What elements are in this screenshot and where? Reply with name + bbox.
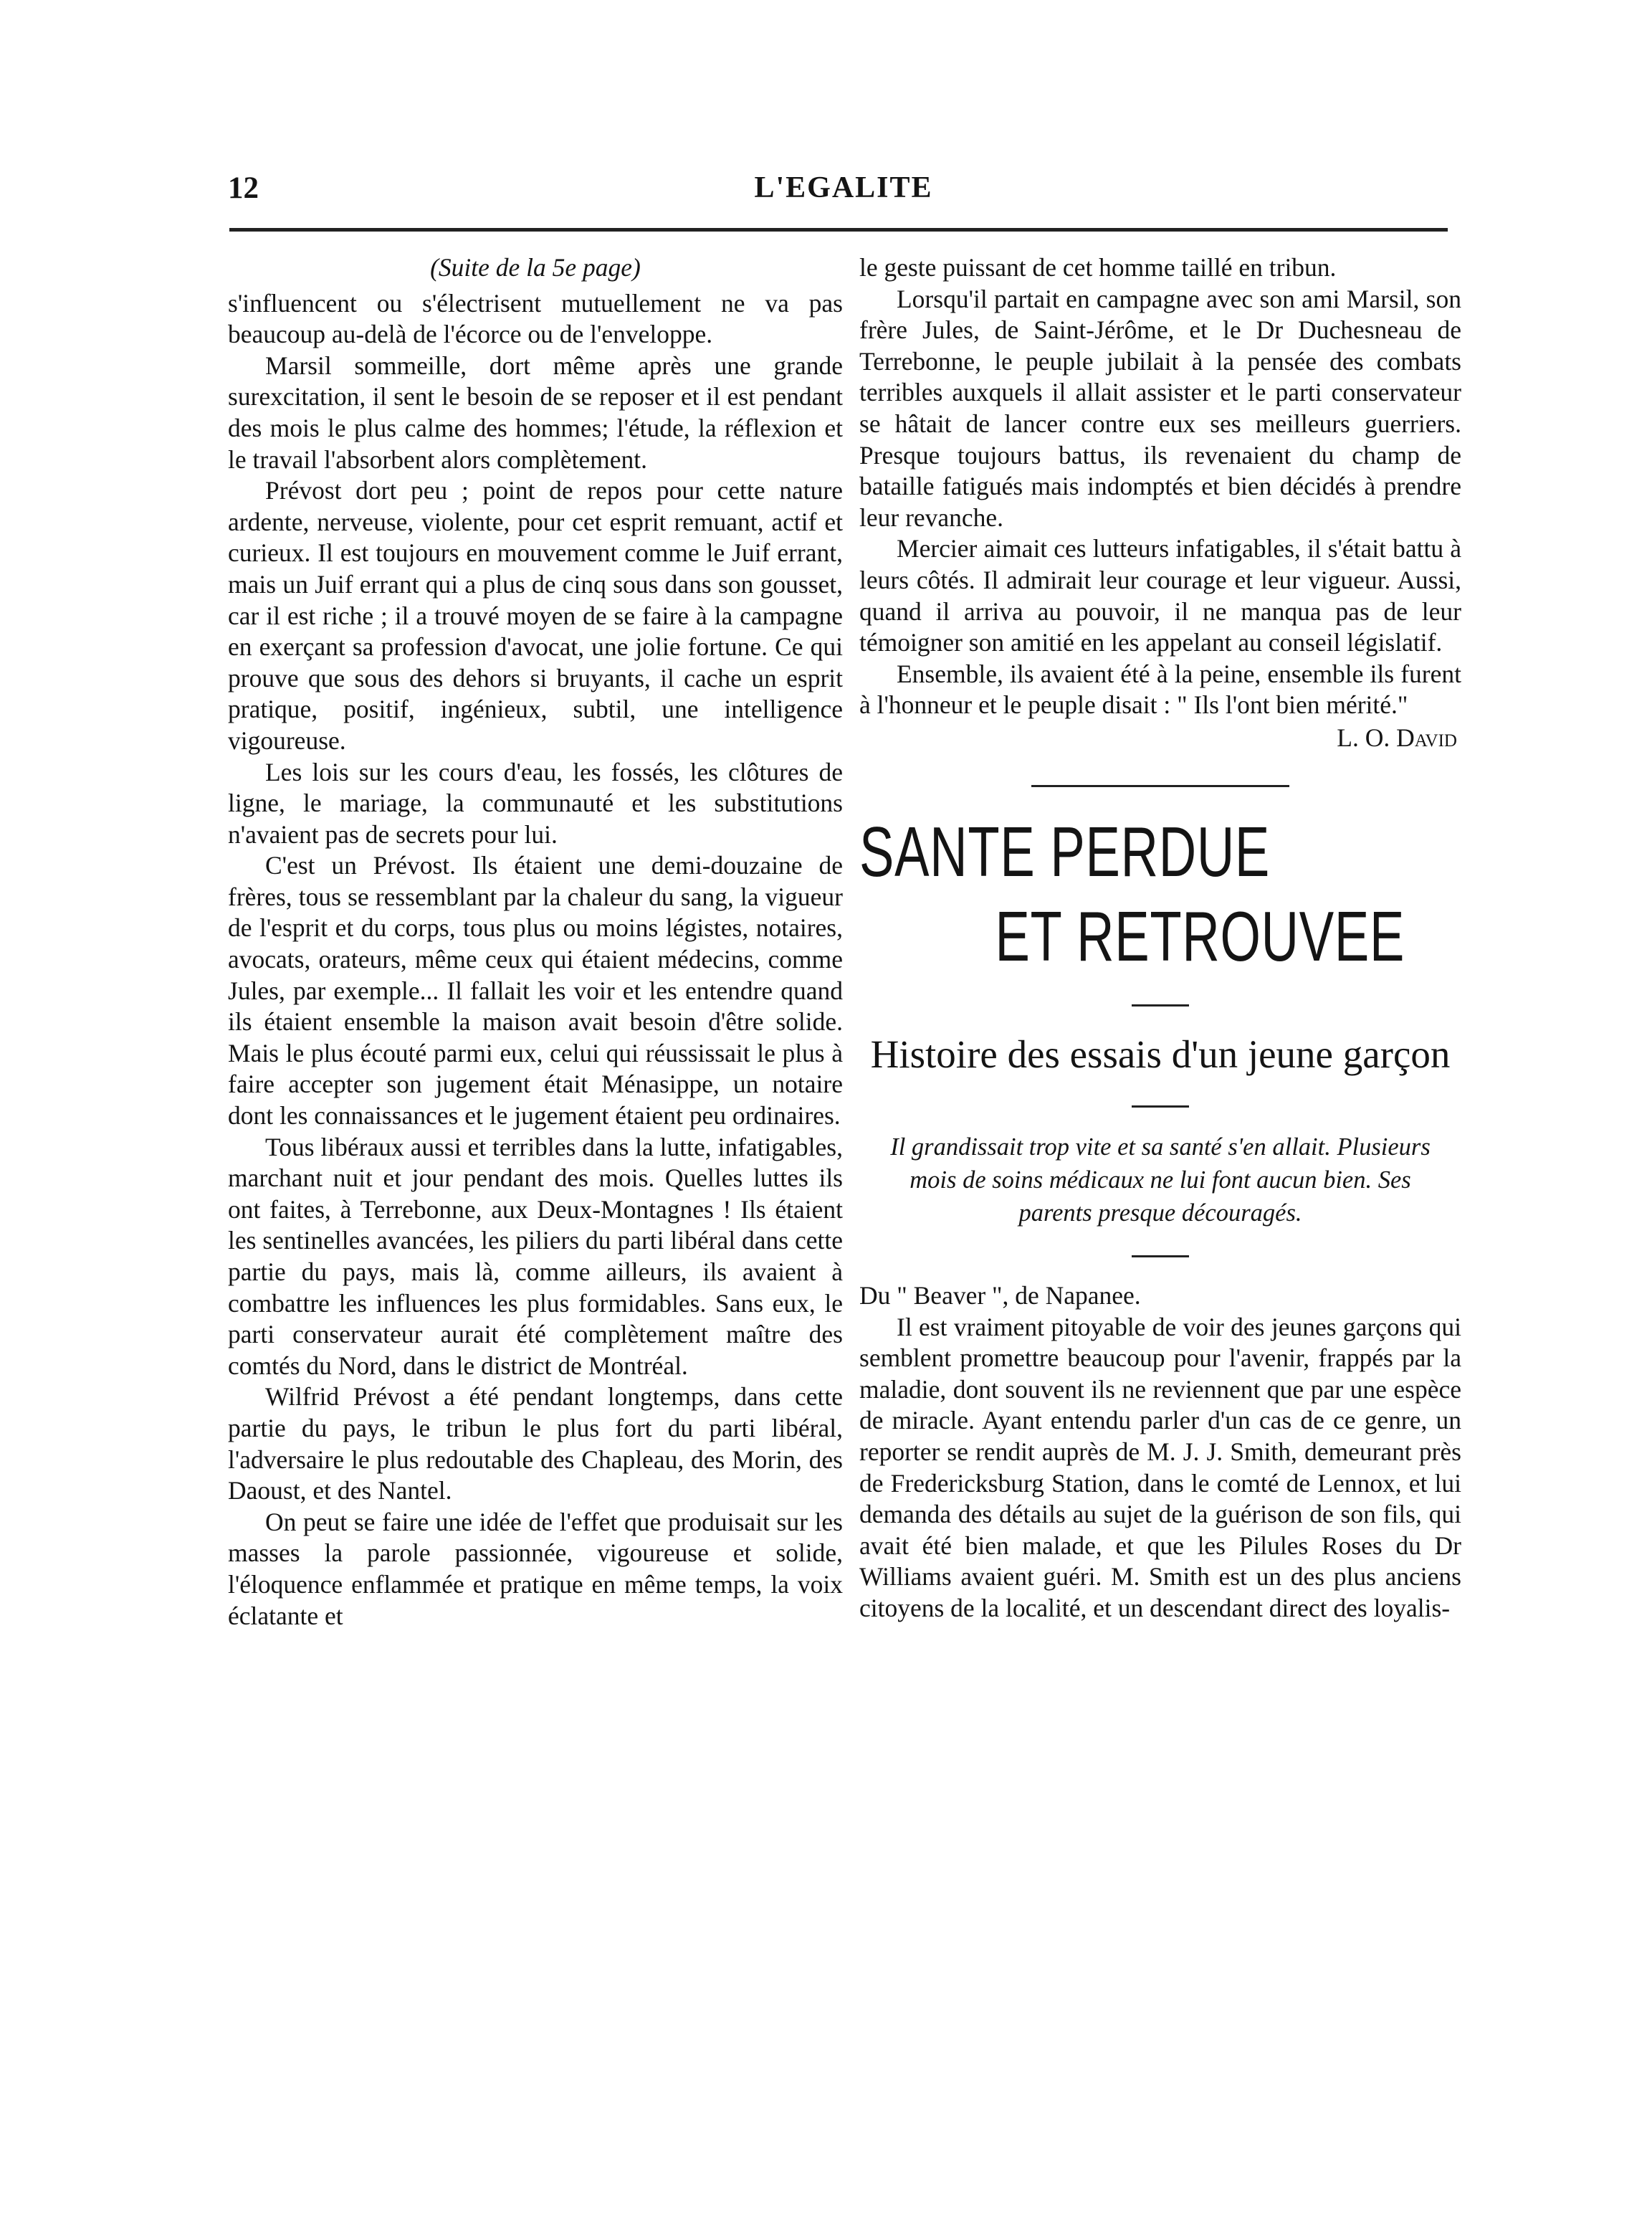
right-column — [859, 252, 1461, 1624]
paragraph: Wilfrid Prévost a été pendant longtemps, dans cette partie du pays, le tribun le plus fort du parti libéral, l'adversaire le plus redoutable des Chapleau, des Morin, des Daoust, et des Nantel. — [228, 1382, 843, 1505]
journal-title: L'EGALITE — [754, 171, 933, 204]
short-divider — [1132, 1105, 1189, 1108]
paragraph: le geste puissant de cet homme taillé en tribun. — [859, 253, 1337, 282]
author-signature: L. O. David — [1337, 723, 1457, 752]
paragraph: Lorsqu'il partait en campagne avec son ami Marsil, son frère Jules, de Saint-Jérôme, et le Dr Duchesneau de Terrebonne, le peuple jubilait à la pensée des combats terribles auxquels il allait assister et le parti conservateur se hâtait de lancer contre eux ses meilleurs guerriers. Presque toujours battus, ils revenaient du champ de bataille fatigués mais indomptés et bien décidés à prendre leur revanche. — [859, 284, 1461, 532]
page-header — [228, 171, 1459, 214]
short-divider — [1132, 1004, 1189, 1006]
paragraph: Il est vraiment pitoyable de voir des jeunes garçons qui semblent promettre beaucoup pour l'avenir, frappés par la maladie, dont souvent ils ne reviennent que par une espèce de miracle. Ayant entendu parler d'un cas de ce genre, un reporter se rendit auprès de M. J. J. Smith, demeurant près de Fredericksburg Station, dans le comté de Lennox, et lui demanda des détails au sujet de la guérison de son fils, qui avait été bien malade, et que les Pilules Roses du Dr Williams avaient guéri. M. Smith est un des plus anciens citoyens de la localité, et un descendant direct des loyalis- — [859, 1312, 1461, 1623]
article-deck: Il grandissait trop vite et sa santé s'en allait. Plusieurs mois de soins médicaux ne lui font aucun bien. Ses parents presque découragés. — [890, 1133, 1431, 1227]
paragraph: Tous libéraux aussi et terribles dans la lutte, infatigables, marchant nuit et jour pendant des mois. Quelles luttes ils ont faites, à Terrebonne, aux Deux-Montagnes ! Ils étaient les sentinelles avancées, les piliers du parti libéral dans cette partie du pays, mais là, comme ailleurs, ils avaient à combattre les influences les plus formidables. Sans eux, le parti conservateur aurait été complètement maître des comtés du Nord, dans le district de Montréal. — [228, 1132, 843, 1380]
paragraph: On peut se faire une idée de l'effet que produisait sur les masses la parole passionnée, vigoureuse et solide, l'éloquence enflammée et pratique en même temps, la voix éclatante et — [228, 1507, 843, 1630]
paragraph: Prévost dort peu ; point de repos pour cette nature ardente, nerveuse, violente, pour cet esprit remuant, actif et curieux. Il est toujours en mouvement comme le Juif errant, mais un Juif errant qui a plus de cinq sous dans son gousset, car il est riche ; il a trouvé moyen de se faire à la campagne en exerçant sa profession d'avocat, une jolie fortune. Ce qui prouve que sous des dehors si bruyants, il cache un esprit pratique, positif, ingénieux, subtil, une intelligence vigoureuse. — [228, 476, 843, 755]
ornament-divider — [859, 771, 1461, 803]
paragraph: Ensemble, ils avaient été à la peine, ensemble ils furent à l'honneur et le peuple disait : " Ils l'ont bien mérité." — [859, 659, 1461, 720]
paragraph: Les lois sur les cours d'eau, les fossés, les clôtures de ligne, le mariage, la communauté et les substitutions n'avaient pas de secrets pour lui. — [228, 757, 843, 849]
paragraph: Marsil sommeille, dort même après une grande surexcitation, il sent le besoin de se reposer et il est pendant des mois le plus calme des hommes; l'étude, la réflexion et le travail l'absorbent alors complètement. — [228, 351, 843, 474]
headline-line-2: ET RETROUVEE — [995, 897, 1405, 976]
short-divider — [1132, 1255, 1189, 1257]
article-headline — [859, 809, 1458, 979]
paragraph: Mercier aimait ces lutteurs infatigables, il s'était battu à leurs côtés. Il admirait leur courage et leur vigueur. Aussi, quand il arriva au pouvoir, il ne manqua pas de leur témoigner son amitié en les appelant au conseil législatif. — [859, 534, 1461, 657]
paragraph: s'influencent ou s'électrisent mutuellement ne va pas beaucoup au-delà de l'écorce ou de l'enveloppe. — [228, 288, 843, 349]
left-column — [228, 252, 843, 1632]
article-subheadline: Histoire des essais d'un jeune garçon — [870, 1032, 1451, 1077]
source-line: Du " Beaver ", de Napanee. — [859, 1281, 1141, 1310]
page-number: 12 — [228, 171, 259, 205]
header-rule — [229, 228, 1448, 232]
headline-line-1: SANTE PERDUE — [859, 812, 1271, 892]
paragraph: C'est un Prévost. Ils étaient une demi-douzaine de frères, tous se ressemblant par la chaleur du sang, la vigueur de l'esprit et du corps, tous plus ou moins légistes, notaires, avocats, orateurs, même ceux qui étaient médecins, comme Jules, par exemple... Il fallait les voir et les entendre quand ils étaient ensemble la maison avait besoin d'être solide. Mais le plus écouté parmi eux, celui qui réussissait le plus à faire accepter son jugement était Ménasippe, un notaire dont les connaissances et le jugement étaient peu ordinaires. — [228, 851, 843, 1131]
continued-note: (Suite de la 5e page) — [430, 253, 641, 282]
